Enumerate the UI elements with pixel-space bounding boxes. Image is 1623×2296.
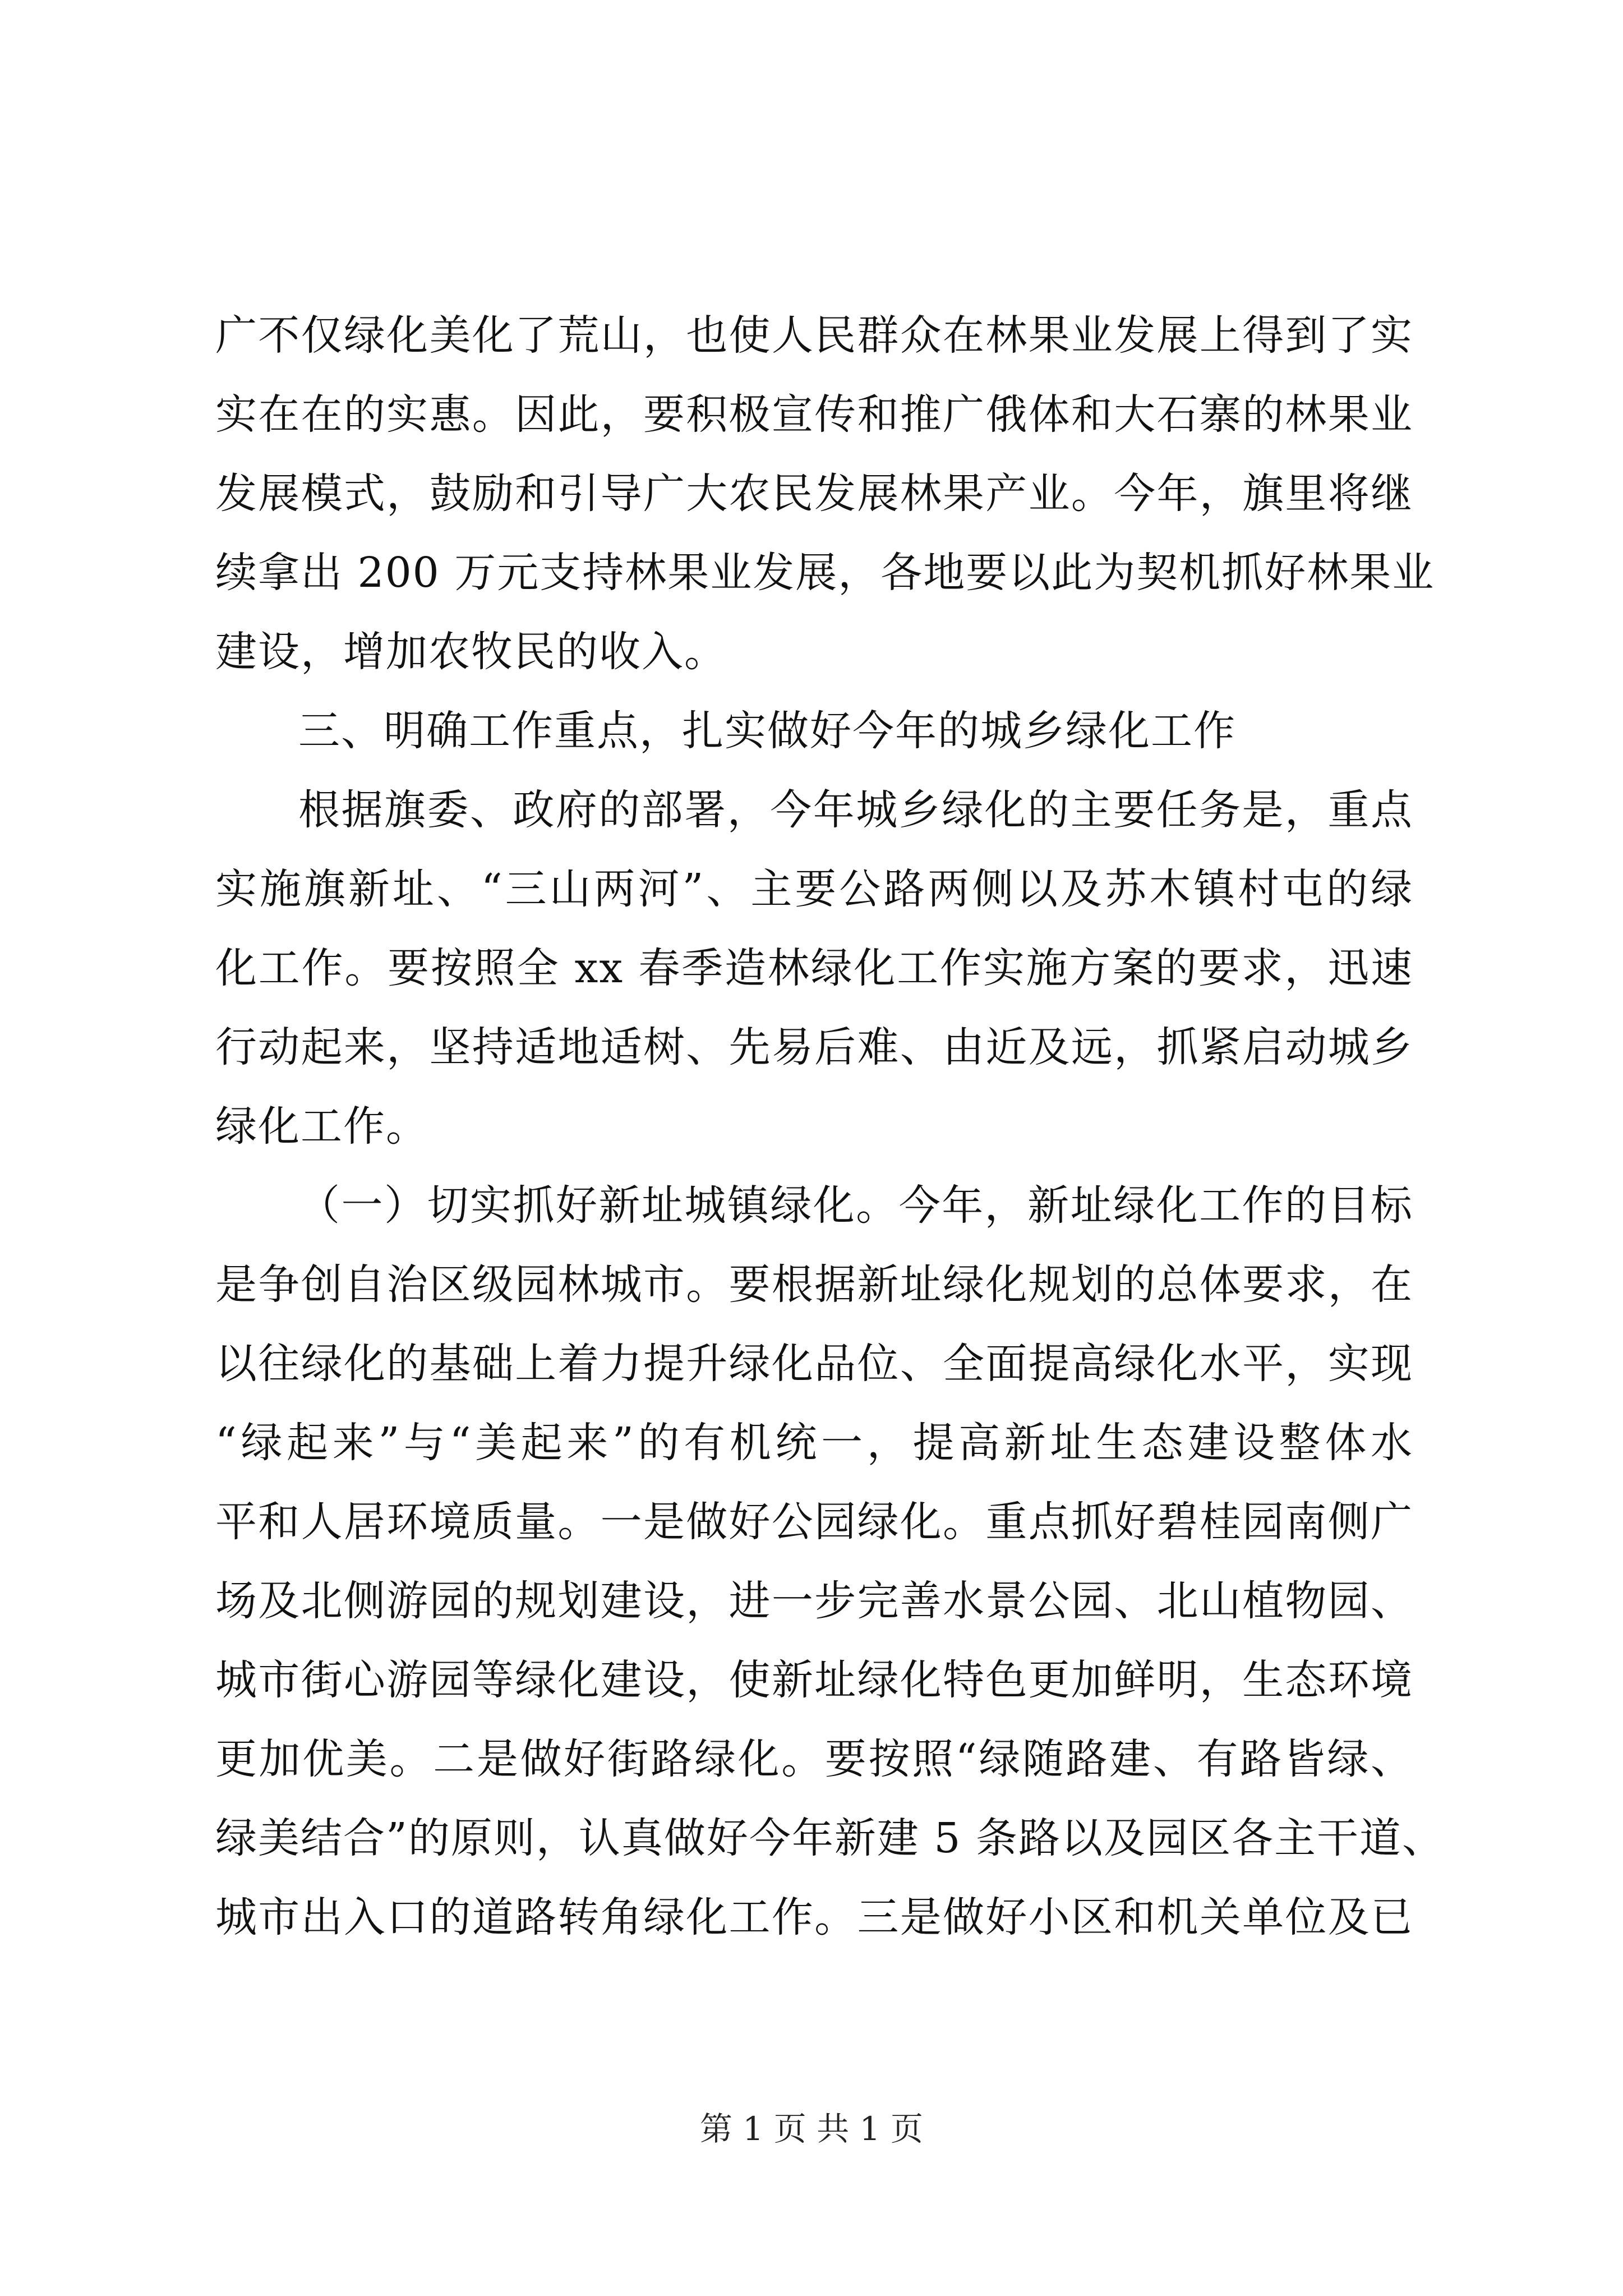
text-line: 续拿出 200 万元支持林果业发展，各地要以此为契机抓好林果业 (215, 549, 1435, 597)
text-line: 化工作。要按照全 xx 春季造林绿化工作实施方案的要求，迅速 (215, 944, 1413, 992)
text-line: 是争创自治区级园林城市。要根据新址绿化规划的总体要求，在 (215, 1260, 1413, 1309)
text-line: 绿化工作。 (215, 1102, 428, 1151)
text-line: 城市出入口的道路转角绿化工作。三是做好小区和机关单位及已 (215, 1893, 1413, 1941)
text-line: 场及北侧游园的规划建设，进一步完善水景公园、北山植物园、 (215, 1577, 1413, 1625)
text-line: 根据旗委、政府的部署，今年城乡绿化的主要任务是，重点 (298, 786, 1413, 834)
text-line: 平和人居环境质量。一是做好公园绿化。重点抓好碧桂园南侧广 (215, 1498, 1413, 1546)
text-line: “绿起来”与“美起来”的有机统一，提高新址生态建设整体水 (215, 1419, 1413, 1467)
text-line: 以往绿化的基础上着力提升绿化品位、全面提高绿化水平，实现 (215, 1340, 1413, 1388)
text-line: 实施旗新址、“三山两河”、主要公路两侧以及苏木镇村屯的绿 (215, 865, 1413, 913)
text-line: 实在在的实惠。因此，要积极宣传和推广俄体和大石寨的林果业 (215, 390, 1413, 439)
text-line: 行动起来，坚持适地适树、先易后难、由近及远，抓紧启动城乡 (215, 1023, 1413, 1071)
section-heading: 三、明确工作重点，扎实做好今年的城乡绿化工作 (298, 707, 1236, 755)
document-body (215, 296, 1445, 1957)
text-line: 广不仅绿化美化了荒山，也使人民群众在林果业发展上得到了实 (215, 311, 1413, 360)
text-line: 绿美结合”的原则，认真做好今年新建 5 条路以及园区各主干道、 (215, 1814, 1445, 1862)
text-line: 城市街心游园等绿化建设，使新址绿化特色更加鲜明，生态环境 (215, 1656, 1413, 1704)
page-footer: 第 1 页 共 1 页 (700, 2110, 923, 2148)
text-line: 建设，增加农牧民的收入。 (215, 628, 727, 676)
text-line: 发展模式，鼓励和引导广大农民发展林果产业。今年，旗里将继 (215, 470, 1413, 518)
text-line: （一）切实抓好新址城镇绿化。今年，新址绿化工作的目标 (298, 1181, 1413, 1230)
text-line: 更加优美。二是做好街路绿化。要按照“绿随路建、有路皆绿、 (215, 1735, 1413, 1783)
